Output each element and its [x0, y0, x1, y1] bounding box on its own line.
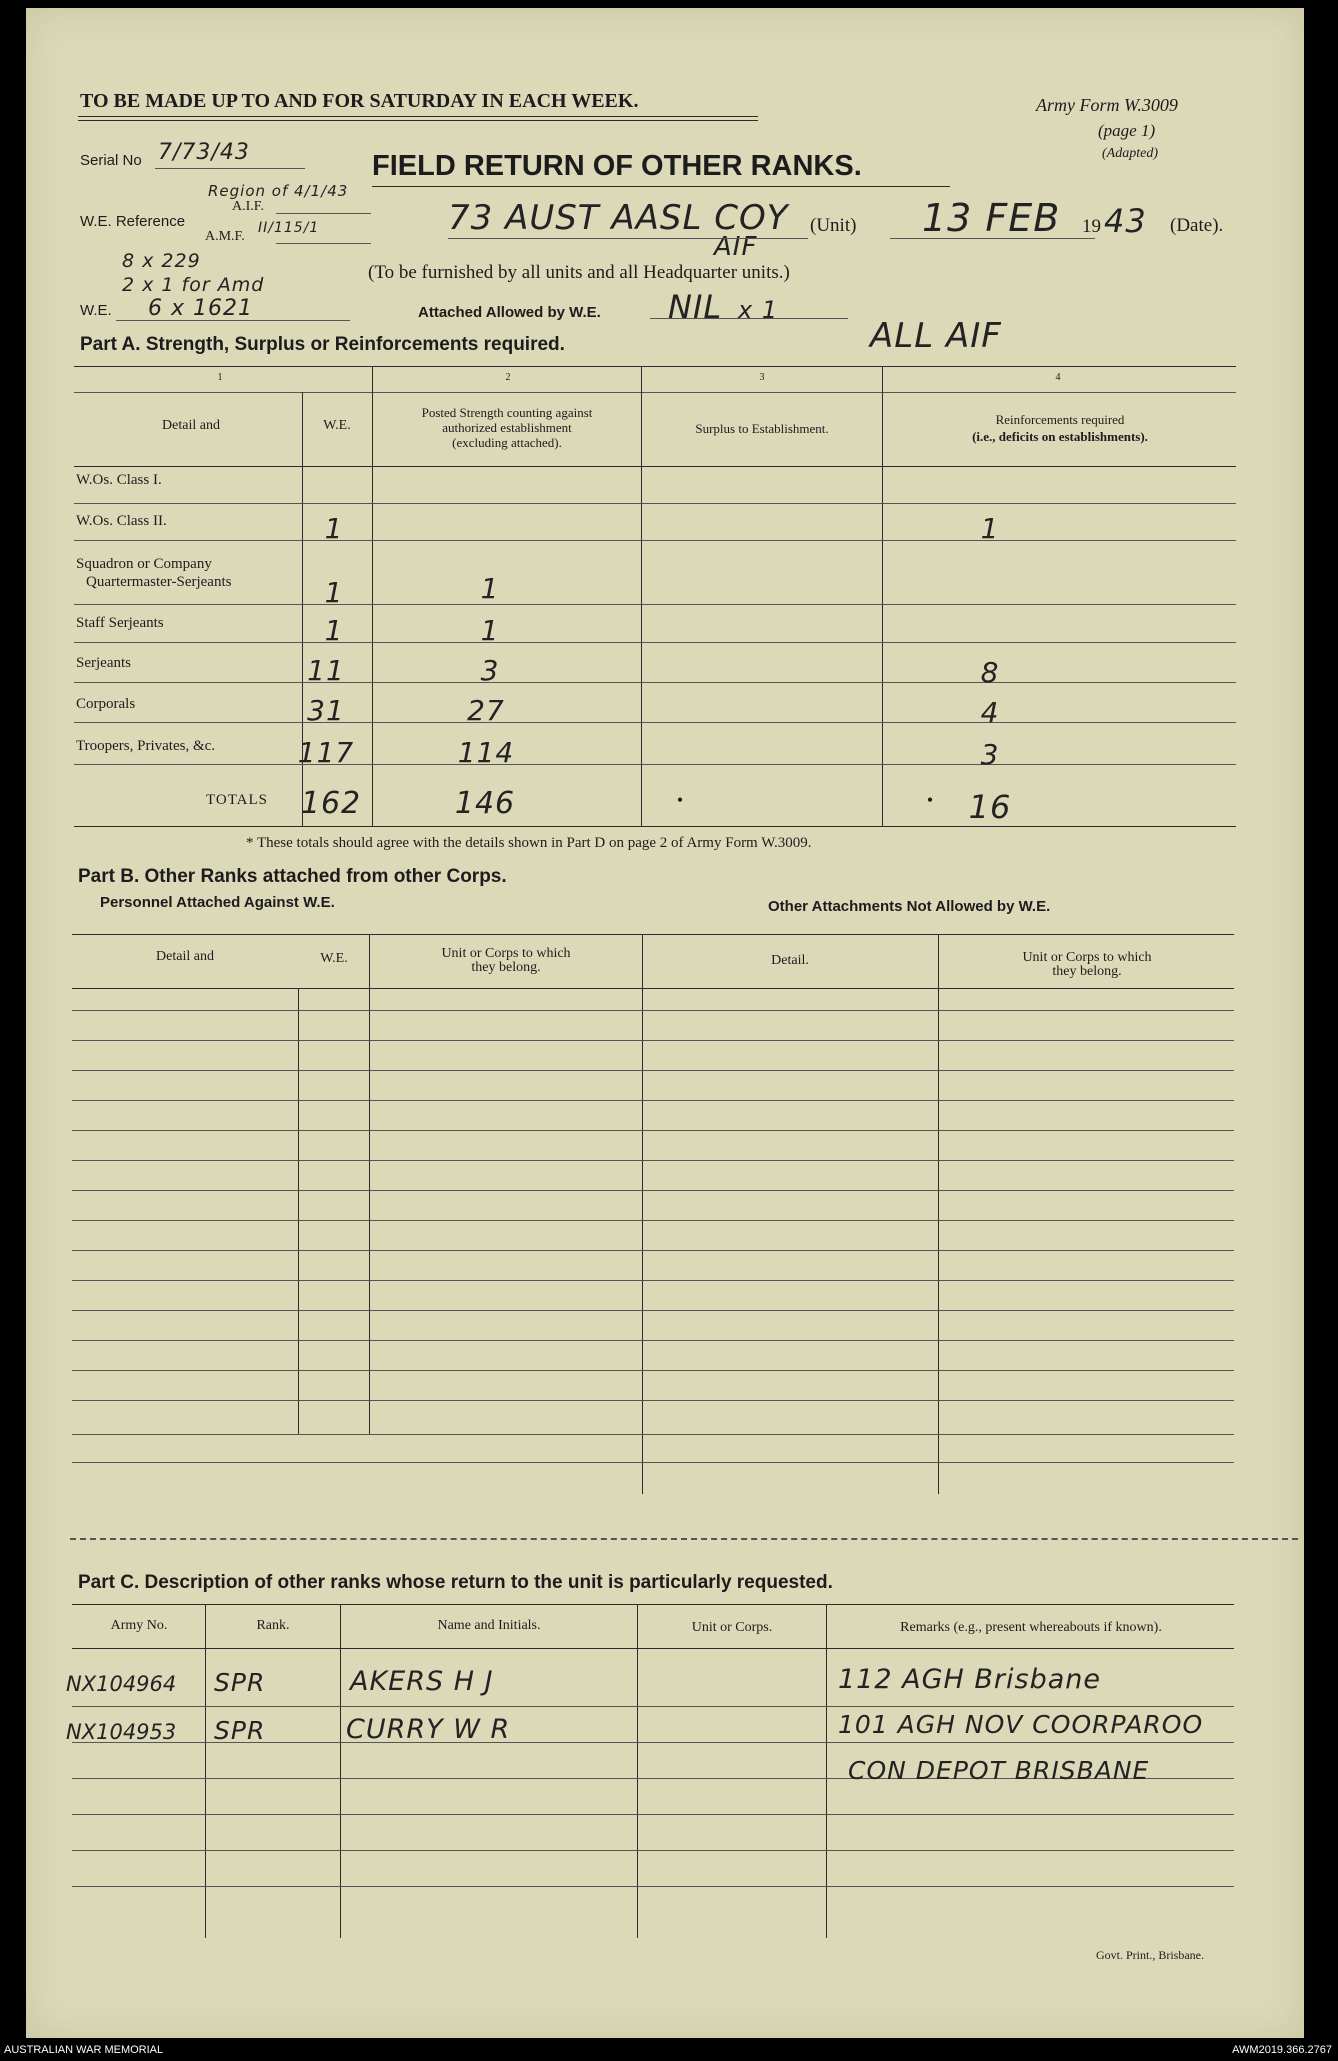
part-b-row-rule: [72, 1310, 1234, 1311]
unit-label: (Unit): [810, 215, 857, 236]
part-a-row-rule: [74, 642, 1236, 643]
instruction-line: TO BE MADE UP TO AND FOR SATURDAY IN EACH WEEK.: [80, 90, 639, 112]
part-c-row-rule: [72, 1886, 1234, 1887]
part-b-row-rule: [72, 1040, 1234, 1041]
totals-we: 162: [300, 786, 362, 821]
part-b-row-rule: [72, 1130, 1234, 1131]
part-a-row-reinf: 1: [980, 512, 1000, 545]
instruction-underline-2: [78, 120, 758, 121]
attached-underline: [650, 318, 848, 319]
aif-underline: [276, 213, 371, 214]
part-c-army-no: NX104964: [66, 1672, 177, 1696]
we-value-3: 6 x 1621: [148, 296, 253, 321]
part-c-divider: [826, 1604, 827, 1938]
part-a-row-rule: [74, 682, 1236, 683]
part-c-army-no: NX104953: [66, 1720, 177, 1744]
title-underline: [372, 186, 950, 187]
part-b-row-rule: [72, 1340, 1234, 1341]
archive-footer: [0, 2040, 1338, 2061]
part-a-numrow-rule: [74, 392, 1236, 393]
totals-surplus-mark: •: [676, 790, 684, 810]
we-label: W.E.: [80, 302, 112, 319]
part-a-row-posted: 3: [480, 654, 500, 687]
part-a-row-posted: 114: [457, 736, 515, 769]
attached-suffix: x 1: [738, 296, 779, 324]
part-a-header-posted-1: Posted Strength counting against: [421, 405, 593, 420]
adapted-label: (Adapted): [1102, 146, 1158, 161]
part-a-header-reinf-2: (i.e., deficits on establishments).: [972, 429, 1148, 444]
part-b-header-unit2-2: they belong.: [1052, 964, 1122, 979]
part-b-row-rule: [72, 1220, 1234, 1221]
we-value-1: 8 x 229: [122, 250, 201, 272]
part-b-row-rule: [72, 1250, 1234, 1251]
part-a-header-detail: Detail and: [162, 418, 220, 433]
part-a-row-rule: [74, 604, 1236, 605]
part-a-colnum-1: 1: [217, 372, 223, 383]
part-a-row-rule: [74, 764, 1236, 765]
part-a-row-rule: [74, 722, 1236, 723]
part-a-row-label: Staff Serjeants: [76, 615, 164, 631]
amf-value: II/115/1: [258, 220, 320, 236]
totals-reinf-mark: •: [926, 790, 934, 810]
part-a-row-rule: [74, 540, 1236, 541]
page-title: FIELD RETURN OF OTHER RANKS.: [372, 150, 862, 182]
part-b-header-unit-2: they belong.: [471, 960, 541, 975]
part-b-divider: [642, 934, 643, 1494]
part-a-row-label: W.Os. Class II.: [76, 513, 167, 529]
part-c-row-rule: [72, 1850, 1234, 1851]
furnished-note: (To be furnished by all units and all Headquarter units.): [368, 262, 790, 283]
aif-value: Region of 4/1/43: [208, 182, 349, 200]
part-c-row-rule: [72, 1814, 1234, 1815]
part-a-row-we: 31: [307, 694, 345, 727]
part-a-header-reinf-1: Reinforcements required: [995, 412, 1125, 427]
part-b-header-unit-1: Unit or Corps to which: [441, 946, 571, 961]
part-b-header-detail: Detail and: [156, 949, 214, 964]
part-b-row-rule: [72, 1100, 1234, 1101]
part-a-header-rule: [74, 466, 1236, 467]
part-c-divider: [340, 1604, 341, 1938]
part-a-row-rule: [74, 503, 1236, 504]
part-a-colnum-2: 2: [505, 372, 511, 383]
part-b-row-rule: [72, 1400, 1234, 1401]
aif-label: A.I.F.: [232, 199, 264, 214]
instruction-underline: [78, 116, 758, 117]
part-c-header-remarks: Remarks (e.g., present whereabouts if known).: [900, 1620, 1162, 1635]
part-c-name: CURRY W R: [346, 1714, 511, 1745]
part-b-row-rule: [72, 1462, 1234, 1463]
part-c-row-rule: [72, 1706, 1234, 1707]
page-label: (page 1): [1098, 121, 1156, 140]
part-a-row-label: Corporals: [76, 696, 136, 712]
date-underline: [890, 238, 1095, 239]
we-reference-label: W.E. Reference: [80, 213, 186, 230]
serial-underline: [155, 168, 305, 169]
part-c-header-army-no: Army No.: [110, 1618, 168, 1633]
part-a-divider-3: [882, 366, 883, 826]
part-b-row-rule: [72, 1070, 1234, 1071]
part-b-row-rule: [72, 1190, 1234, 1191]
part-a-row-reinf: 4: [980, 696, 1000, 729]
part-a-heading: Part A. Strength, Surplus or Reinforcements required.: [80, 334, 565, 355]
part-c-remarks: 112 AGH Brisbane: [838, 1664, 1101, 1695]
totals-label: TOTALS: [206, 792, 269, 808]
unit-underline: [448, 238, 808, 239]
unit-value-2: AIF: [714, 232, 758, 262]
part-c-divider: [637, 1604, 638, 1938]
we-value-2: 2 x 1 for Amd: [122, 274, 265, 296]
part-b-header-rule: [72, 988, 1234, 989]
part-b-divider: [369, 934, 370, 1434]
printer-mark: Govt. Print., Brisbane.: [1096, 1948, 1204, 1962]
totals-posted: 146: [454, 786, 516, 821]
part-a-row-label: Serjeants: [76, 655, 131, 671]
part-b-divider: [938, 934, 939, 1494]
part-b-row-rule: [72, 1010, 1234, 1011]
part-b-top-rule: [72, 934, 1234, 935]
all-aif-note: ALL AIF: [870, 316, 1002, 356]
amf-underline: [276, 243, 371, 244]
attached-value: NIL: [668, 288, 723, 326]
serial-value: 7/73/43: [158, 140, 250, 165]
part-c-header-rule: [72, 1648, 1234, 1649]
part-a-header-posted-3: (excluding attached).: [452, 435, 562, 450]
part-c-rank: SPR: [214, 1668, 266, 1697]
part-a-row-label-2: Quartermaster-Serjeants: [86, 574, 232, 590]
part-a-top-rule: [74, 366, 1236, 367]
part-c-remarks: CON DEPOT BRISBANE: [848, 1756, 1150, 1785]
part-b-sub-right: Other Attachments Not Allowed by W.E.: [768, 898, 1051, 915]
part-b-row-rule: [72, 1370, 1234, 1371]
part-c-divider: [205, 1604, 206, 1938]
part-b-row-rule: [72, 1160, 1234, 1161]
date-year: 43: [1104, 202, 1147, 240]
part-a-row-label: Troopers, Privates, &c.: [76, 738, 216, 754]
part-c-header-name: Name and Initials.: [437, 1618, 541, 1633]
part-c-header-rank: Rank.: [256, 1618, 290, 1633]
part-a-divider-1: [372, 366, 373, 826]
part-a-row-label: Squadron or Company: [76, 556, 212, 572]
part-a-colnum-3: 3: [759, 372, 765, 383]
part-b-sub-left: Personnel Attached Against W.E.: [100, 894, 335, 911]
totals-reinf: 16: [968, 788, 1012, 826]
part-b-header-unit2-1: Unit or Corps to which: [1022, 950, 1152, 965]
part-c-top-rule: [72, 1604, 1234, 1605]
part-a-header-posted-2: authorized establishment: [442, 420, 572, 435]
part-a-footnote: * These totals should agree with the details shown in Part D on page 2 of Army Form W.3009.: [246, 835, 812, 851]
part-a-row-label: W.Os. Class I.: [76, 472, 162, 488]
part-a-row-reinf: 8: [980, 656, 1000, 689]
part-c-remarks: 101 AGH NOV COORPAROO: [838, 1710, 1204, 1739]
part-a-row-we: 117: [297, 736, 355, 769]
date-label: (Date).: [1170, 215, 1224, 236]
part-b-heading: Part B. Other Ranks attached from other Corps.: [78, 866, 507, 887]
attached-label: Attached Allowed by W.E.: [418, 304, 601, 321]
part-a-divider-2: [641, 366, 642, 826]
date-value: 13 FEB: [922, 196, 1061, 240]
tear-line: [70, 1538, 1298, 1540]
part-c-rank: SPR: [214, 1716, 266, 1745]
part-c-heading: Part C. Description of other ranks whose return to the unit is particularly requested.: [78, 1572, 833, 1593]
part-a-row-we: 11: [307, 654, 345, 687]
amf-label: A.M.F.: [205, 229, 245, 244]
part-c-header-unit: Unit or Corps.: [691, 1620, 773, 1635]
part-c-name: AKERS H J: [350, 1666, 494, 1697]
part-a-header-surplus: Surplus to Establishment.: [695, 421, 829, 436]
part-b-row-rule: [72, 1280, 1234, 1281]
serial-label: Serial No: [80, 152, 142, 169]
footer-left: AUSTRALIAN WAR MEMORIAL: [4, 2044, 164, 2056]
part-b-header-detail2: Detail.: [771, 953, 809, 968]
part-b-divider: [298, 988, 299, 1434]
part-a-row-posted: 27: [467, 694, 505, 727]
part-a-bottom-rule: [74, 826, 1236, 827]
date-year-prefix: 19: [1082, 216, 1101, 237]
part-a-colnum-4: 4: [1055, 372, 1061, 383]
part-a-row-posted: 1: [480, 614, 500, 647]
part-a-row-we: 1: [324, 512, 344, 545]
unit-value: 73 AUST AASL COY: [448, 198, 789, 238]
part-b-row-rule: [72, 1434, 1234, 1435]
we-underline: [116, 320, 350, 321]
part-a-row-we: 1: [324, 576, 344, 609]
part-b-header-we: W.E.: [320, 951, 348, 966]
army-form-label: Army Form W.3009: [1036, 95, 1178, 115]
part-a-row-reinf: 3: [980, 738, 1000, 771]
part-a-header-we: W.E.: [323, 418, 351, 433]
part-a-row-we: 1: [324, 614, 344, 647]
part-a-row-posted: 1: [480, 572, 500, 605]
footer-right: AWM2019.366.2767: [1232, 2044, 1332, 2056]
